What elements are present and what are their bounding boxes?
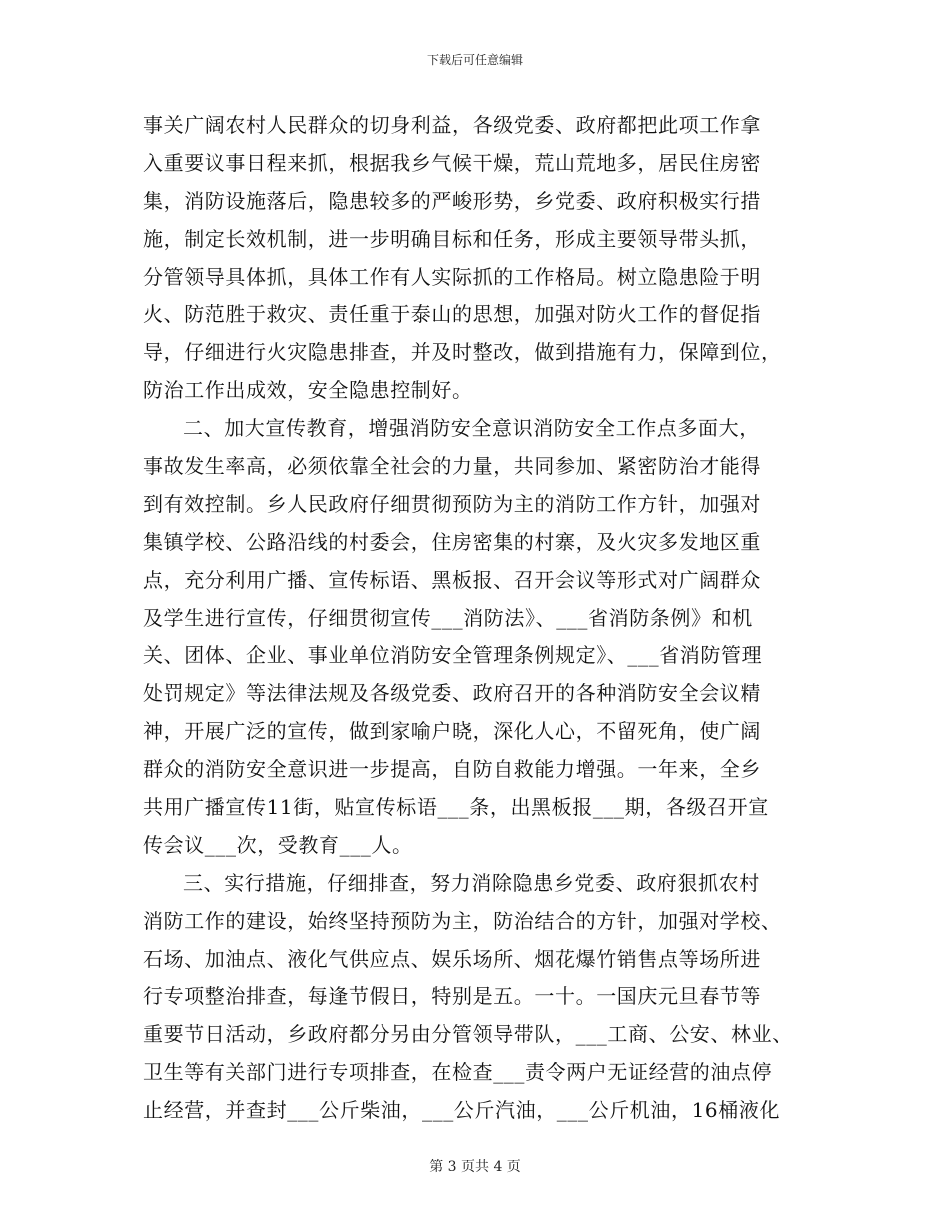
text-line: 集镇学校、公路沿线的村委会，住房密集的村寨，及火灾多发地区重 <box>143 529 761 554</box>
text-line: 消防工作的建设，始终坚持预防为主，防治结合的方针，加强对学校、 <box>143 908 782 933</box>
text-line: 事关广阔农村人民群众的切身利益，各级党委、政府都把此项工作拿 <box>143 113 761 137</box>
text-line: 处罚规定》等法律法规及各级党委、政府召开的各种消防安全会议精 <box>143 681 761 706</box>
text-line: 卫生等有关部门进行专项排查，在检查___责令两户无证经营的油点停 <box>143 1060 773 1085</box>
text-line: 石场、加油点、液化气供应点、娱乐场所、烟花爆竹销售点等场所进 <box>143 946 761 971</box>
text-line: 集，消防设施落后，隐患较多的严峻形势，乡党委、政府积极实行措 <box>143 188 761 213</box>
document-body <box>143 107 809 1130</box>
text-line: 火、防范胜于救灾、责任重于泰山的思想，加强对防火工作的督促指 <box>143 302 761 327</box>
text-line: 导，仔细进行火灾隐患排查，并及时整改，做到措施有力，保障到位， <box>143 340 782 365</box>
text-line: 施，制定长效机制，进一步明确目标和任务，形成主要领导带头抓， <box>143 226 761 251</box>
text-line: 传会议___次，受教育___人。 <box>143 832 413 857</box>
text-line: 防治工作出成效，安全隐患控制好。 <box>143 378 473 403</box>
text-line: 重要节日活动，乡政府都分另由分管领导带队，___工商、公安、林业、 <box>143 1022 793 1047</box>
text-line: 入重要议事日程来抓，根据我乡气候干燥，荒山荒地多，居民住房密 <box>143 150 761 175</box>
text-line: 点，充分利用广播、宣传标语、黑板报、召开会议等形式对广阔群众 <box>143 567 761 592</box>
page-footer: 第 3 页共 4 页 <box>429 1159 521 1175</box>
text-line: 关、团体、企业、事业单位消防安全管理条例规定》、___省消防管理 <box>143 643 763 668</box>
text-line: 分管领导具体抓，具体工作有人实际抓的工作格局。树立隐患险于明 <box>143 264 761 289</box>
text-line: 共用广播宣传11街，贴宣传标语___条，出黑板报___期，各级召开宣 <box>143 795 769 820</box>
text-line: 神，开展广泛的宣传，做到家喻户晓，深化人心，不留死角，使广阔 <box>143 719 761 744</box>
text-line: 及学生进行宣传，仔细贯彻宣传___消防法》、___省消防条例》和机 <box>143 605 753 630</box>
text-line: 行专项整治排查，每逢节假日，特别是五。一十。一国庆元旦春节等 <box>143 984 761 1009</box>
text-line: 到有效控制。乡人民政府仔细贯彻预防为主的消防工作方针，加强对 <box>143 491 761 516</box>
text-line: 事故发生率高，必须依靠全社会的力量，共同参加、紧密防治才能得 <box>143 454 761 479</box>
page-header: 下载后可任意编辑 <box>426 53 523 67</box>
text-line: 群众的消防安全意识进一步提高，自防自救能力增强。一年来，全乡 <box>143 757 761 782</box>
text-line: 三、实行措施，仔细排查，努力消除隐患乡党委、政府狠抓农村 <box>183 870 760 895</box>
text-line: 止经营，并查封___公斤柴油，___公斤汽油，___公斤机油，16桶液化 <box>143 1098 781 1123</box>
text-line: 二、加大宣传教育，增强消防安全意识消防安全工作点多面大， <box>183 416 760 441</box>
